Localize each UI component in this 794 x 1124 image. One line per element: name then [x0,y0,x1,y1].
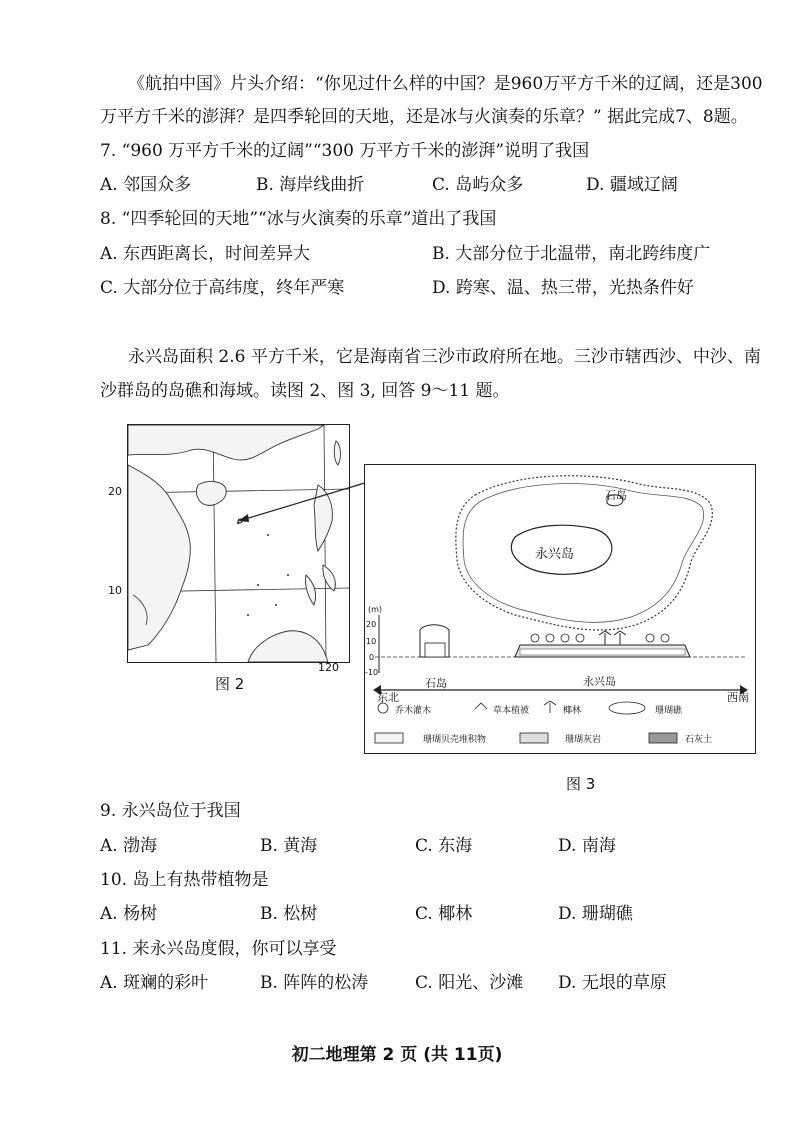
legend-palm-label: 椰林 [563,706,582,716]
q9-option-a[interactable]: A. 渤海 [100,836,158,856]
palm-group [599,631,626,645]
map-latitude-10: 10 [108,584,122,597]
legend-grass-label: 草本植被 [493,706,530,716]
q10-option-d[interactable]: D. 珊瑚礁 [558,904,633,924]
q8-option-a[interactable]: A. 东西距离长，时间差异大 [100,244,311,264]
legend-lime-soil-label: 石灰土 [685,735,713,745]
q8-option-b[interactable]: B. 大部分位于北温带，南北跨纬度广 [432,244,711,264]
passage-2-line-1: 永兴岛面积 2.6 平方千米，它是海南省三沙市政府所在地。三沙市辖西沙、中沙、南 [128,347,761,367]
meridian-110 [213,425,216,662]
legend-palm-icon [544,701,556,713]
q8-option-d[interactable]: D. 跨寒、温、热三带，光热条件好 [432,278,694,298]
section-label-shidao: 石岛 [425,677,447,690]
q10-option-c[interactable]: C. 椰林 [415,904,473,924]
borneo-coast [248,631,328,662]
zhongsha-islands [267,534,269,536]
map-latitude-20: 20 [108,485,122,498]
direction-northeast: 东北 [377,691,399,704]
legend-reef-icon [609,702,645,714]
q7-option-b[interactable]: B. 海岸线曲折 [256,175,365,195]
arrow-head [238,514,249,522]
axis-tick-minus-10: -10 [365,668,379,677]
palm-icon [614,631,626,645]
question-10-stem: 10. 岛上有热带植物是 [100,870,269,890]
axis-tick-10: 10 [366,637,377,646]
arrow-line [242,482,368,520]
visayas-islands [323,565,336,591]
question-7-stem: 7. “960 万平方千米的辽阔”“300 万平方千米的澎湃”说明了我国 [100,141,590,161]
q9-option-c[interactable]: C. 东海 [415,836,473,856]
south-china-sea-map [128,425,349,662]
palawan-island [305,575,315,605]
shidao-arch [425,643,445,657]
axis-tick-0: 0 [369,653,375,662]
axis-tick-20: 20 [366,620,377,629]
passage-1-line-1: 《航拍中国》片头介绍：“你见过什么样的中国？是960万平方千米的辽阔，还是300 [128,74,763,94]
label-yongxing: 永兴岛 [535,547,575,562]
page-footer: 初二地理第 2 页 (共 11页) [291,1045,503,1065]
direction-southwest: 西南 [727,691,749,704]
q7-option-d[interactable]: D. 疆域辽阔 [586,175,678,195]
indochina-coast [128,465,190,650]
legend-grass-icon [475,703,487,709]
legend-reef-label: 珊瑚礁 [655,706,683,716]
legend-shell-label: 珊瑚贝壳堆积物 [423,735,487,745]
tree-icon [576,634,584,642]
taiwan-island [334,441,340,465]
axis-unit: (m) [368,605,383,614]
figure-3-caption: 图 3 [566,775,596,793]
question-8-stem: 8. “四季轮回的天地”“冰与火演奏的乐章”道出了我国 [100,209,497,229]
q9-option-b[interactable]: B. 黄海 [260,836,318,856]
nansha-island [257,584,259,586]
tree-icon [646,634,654,642]
q11-option-d[interactable]: D. 无垠的草原 [558,973,667,993]
section-label-yongxing: 永兴岛 [583,675,616,688]
tree-row [531,634,669,642]
pointer-arrow [230,480,370,530]
figure-3-box [364,464,756,754]
q7-option-a[interactable]: A. 邻国众多 [100,175,192,195]
question-9-stem: 9. 永兴岛位于我国 [100,801,241,821]
legend-limestone-label: 珊瑚灰岩 [565,735,602,745]
meridian-120 [324,425,326,662]
tree-icon [531,634,539,642]
label-shidao: 石岛 [605,489,627,502]
nansha-island [287,574,289,576]
q11-option-b[interactable]: B. 阵阵的松涛 [260,973,369,993]
passage-1-line-2: 万平方千米的澎湃？是四季轮回的天地，还是冰与火演奏的乐章？” 据此完成7、8题。 [100,107,748,127]
hainan-island [196,482,226,506]
figure-2-map [127,424,350,663]
legend-tree-label: 乔木灌木 [395,706,432,716]
mainland-coast [128,425,324,460]
nansha-island [275,604,277,606]
shell-layer [520,649,685,655]
q10-option-a[interactable]: A. 杨树 [100,904,158,924]
palm-icon [599,631,611,645]
question-11-stem: 11. 来永兴岛度假，你可以享受 [100,939,337,959]
q8-option-c[interactable]: C. 大部分位于高纬度，终年严寒 [100,278,345,298]
q7-option-c[interactable]: C. 岛屿众多 [432,175,524,195]
legend-lime-soil-icon [649,733,677,743]
map-longitude-120: 120 [318,661,339,674]
tree-icon [561,634,569,642]
legend-limestone-icon [520,733,548,743]
tree-icon [661,634,669,642]
q11-option-a[interactable]: A. 斑斓的彩叶 [100,973,209,993]
q11-option-c[interactable]: C. 阳光、沙滩 [415,973,524,993]
tree-icon [546,634,554,642]
q10-option-b[interactable]: B. 松树 [260,904,318,924]
legend-shell-icon [375,733,403,743]
figure-2-caption: 图 2 [215,675,245,693]
passage-2-line-2: 沙群岛的岛礁和海域。读图 2、图 3, 回答 9～11 题。 [100,381,510,401]
q9-option-d[interactable]: D. 南海 [558,836,616,856]
nansha-island [247,614,249,616]
